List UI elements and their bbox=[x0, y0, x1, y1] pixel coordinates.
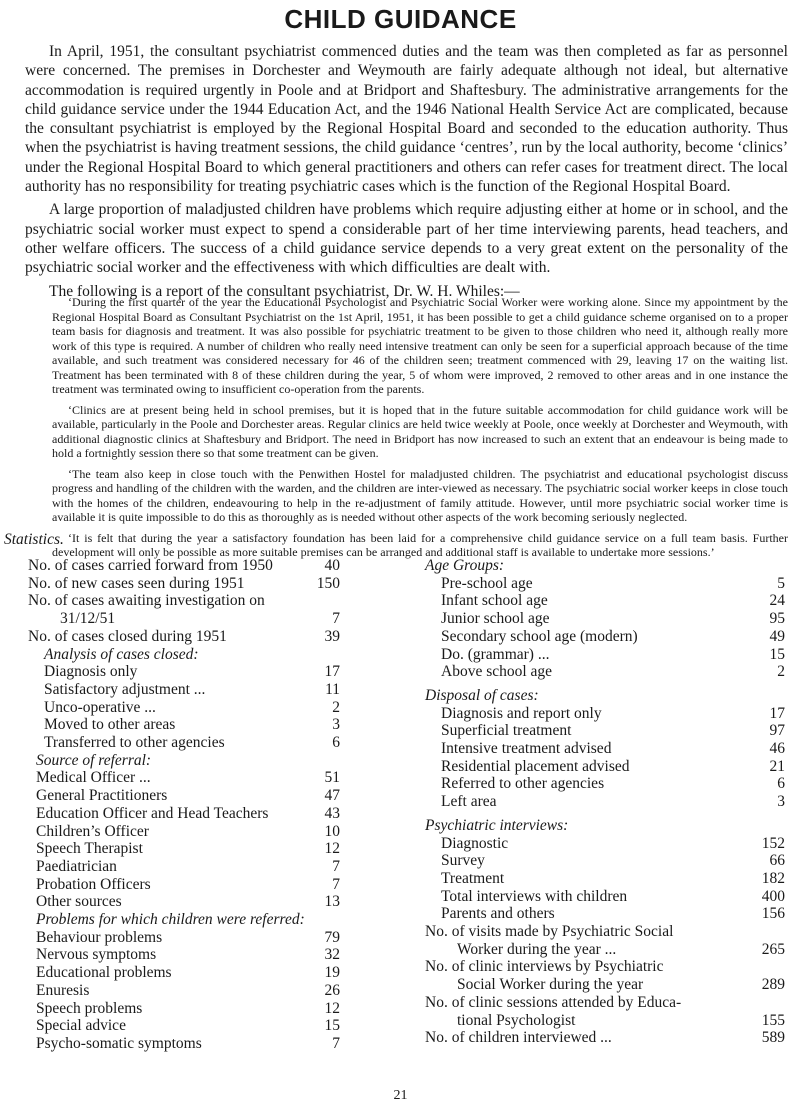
stat-value: 12 bbox=[324, 840, 340, 858]
stat-label: Total interviews with children bbox=[441, 887, 628, 905]
stat-row bbox=[28, 1000, 340, 1018]
report-paragraph: ‘Clinics are at present being held in school premises, but it is hoped that in the future suitable accommodation for child guidance work will be available, particularly in the Poole and Dorchester areas. Regular clinics are held twice weekly at Poole, once weekly at Dorchester and Weymouth, with additional diagnostic clinics at Shaftesbury and Bridport. The need in Bridport has now increased to such an extent that an endeavour is being made to hold a fortnightly session there so that some treatment can be given. bbox=[52, 402, 788, 460]
stat-value: 3 bbox=[332, 716, 340, 734]
stat-value: 10 bbox=[324, 822, 340, 840]
stat-label: Medical Officer ... bbox=[36, 769, 151, 787]
stat-row bbox=[425, 610, 785, 628]
stat-row bbox=[425, 1012, 785, 1030]
stat-value: 19 bbox=[324, 964, 340, 982]
stat-value: 7 bbox=[332, 610, 340, 628]
source-heading: Source of referral: bbox=[36, 751, 152, 769]
stat-label: Transferred to other agencies bbox=[44, 734, 225, 752]
stat-label: No. of cases carried forward from 1950 bbox=[28, 557, 273, 574]
stat-value: 97 bbox=[769, 722, 785, 740]
stat-label: Other sources bbox=[36, 893, 122, 911]
stat-value: 182 bbox=[761, 869, 785, 887]
stat-value: 24 bbox=[769, 592, 785, 610]
stat-label: Psycho-somatic symptoms bbox=[36, 1034, 202, 1052]
stat-label: Paediatrician bbox=[36, 857, 117, 875]
stat-row bbox=[28, 823, 340, 841]
stat-row bbox=[28, 840, 340, 858]
stat-label: Superficial treatment bbox=[441, 722, 572, 740]
stat-value: 289 bbox=[761, 976, 785, 994]
intro-section bbox=[25, 42, 788, 305]
stat-row bbox=[425, 1029, 785, 1047]
stat-row bbox=[425, 941, 785, 959]
stat-row bbox=[425, 758, 785, 776]
stat-row bbox=[425, 575, 785, 593]
stat-row bbox=[28, 787, 340, 805]
statistics-left-column bbox=[28, 557, 340, 1053]
stat-row bbox=[28, 716, 340, 734]
stat-label: Satisfactory adjustment ... bbox=[44, 680, 206, 698]
stat-value: 7 bbox=[332, 1034, 340, 1052]
stat-label: Education Officer and Head Teachers bbox=[36, 804, 269, 822]
stat-value: 17 bbox=[769, 704, 785, 722]
stat-label: Social Worker during the year bbox=[457, 976, 644, 994]
page-title: CHILD GUIDANCE bbox=[284, 4, 517, 34]
stat-label: Survey bbox=[441, 852, 485, 870]
report-paragraph: ‘It is felt that during the year a satisfactory foundation has been laid for a comprehensive child guidance service on a full team basis. Further development will only be possible as more suitable premises can be arranged and additional staff is available to undertake more sessions.’ bbox=[52, 530, 788, 559]
source-list bbox=[28, 769, 340, 911]
stat-row bbox=[28, 699, 340, 717]
stat-label: No. of new cases seen during 1951 bbox=[28, 574, 245, 592]
stat-row bbox=[425, 870, 785, 888]
stat-label: General Practitioners bbox=[36, 787, 168, 805]
stat-row bbox=[425, 646, 785, 664]
stat-value: 40 bbox=[324, 557, 340, 574]
stat-label: Diagnosis only bbox=[44, 663, 138, 681]
stat-label: No. of clinic interviews by Psychiatric bbox=[425, 958, 664, 976]
stat-value: 11 bbox=[325, 680, 340, 698]
stat-row bbox=[28, 628, 340, 646]
stat-value: 15 bbox=[769, 645, 785, 663]
stat-label: Above school age bbox=[441, 663, 553, 681]
age-heading: Age Groups: bbox=[425, 557, 505, 574]
stat-row bbox=[425, 888, 785, 906]
stat-value: 2 bbox=[777, 663, 785, 681]
stat-label: Diagnosis and report only bbox=[441, 704, 602, 722]
stat-label: Speech Therapist bbox=[36, 840, 143, 858]
stat-value: 21 bbox=[769, 757, 785, 775]
stat-row bbox=[425, 705, 785, 723]
disposal-heading: Disposal of cases: bbox=[425, 686, 539, 704]
stat-label: Special advice bbox=[36, 1017, 126, 1035]
intro-paragraph: In April, 1951, the consultant psychiatrist commenced duties and the team was then completed as far as personnel were concerned. The premises in Dorchester and Weymouth are fairly adequate although not ideal, but alternative accommodation is required urgently in Poole and at Bridport and Shaftesbury. The administrative arrangements for the child guidance service under the 1944 Education Act, and the 1946 National Health Service Act are complicated, because the consultant psychiatrist is employed by the Regional Hospital Board and seconded to the education authority. Thus when the psychiatrist is having treatment sessions, the child guidance ‘centres’, run by the local authority, become ‘clinics’ under the Regional Hospital Board to which general practitioners and others can refer cases for treatment direct. The local authority has no responsibility for treating psychiatric cases which is the function of the Regional Hospital Board. bbox=[25, 43, 788, 196]
stat-value: 152 bbox=[761, 834, 785, 852]
stat-label: Parents and others bbox=[441, 905, 555, 923]
stat-row bbox=[425, 923, 785, 941]
stat-label: No. of cases closed during 1951 bbox=[28, 627, 227, 645]
stat-label: Speech problems bbox=[36, 999, 143, 1017]
stat-row bbox=[425, 793, 785, 811]
stat-label: tional Psychologist bbox=[457, 1011, 576, 1029]
stat-value: 47 bbox=[324, 787, 340, 805]
stat-value: 51 bbox=[324, 769, 340, 787]
stat-row bbox=[425, 663, 785, 681]
stat-row bbox=[425, 740, 785, 758]
stat-value: 155 bbox=[761, 1011, 785, 1029]
stat-label: Moved to other areas bbox=[44, 716, 176, 734]
intro-paragraph: A large proportion of maladjusted children have problems which require adjusting either at home or in school, and the psychiatric social worker must expect to spend a considerable part of her time interviewing parents, head teachers, and other welfare officers. The success of a child guidance service depends to a very great extent on the personality of the psychiatric social worker and the effectiveness with which difficulties are dealt with. bbox=[25, 201, 788, 277]
stat-label: 31/12/51 bbox=[60, 610, 116, 628]
stat-value: 5 bbox=[777, 574, 785, 592]
stat-label: Diagnostic bbox=[441, 834, 509, 852]
stat-value: 26 bbox=[324, 981, 340, 999]
stat-row bbox=[28, 734, 340, 752]
stat-label: Educational problems bbox=[36, 964, 172, 982]
stat-label: Children’s Officer bbox=[36, 822, 149, 840]
report-paragraph: ‘The team also keep in close touch with the Penwithen Hostel for maladjusted children. The psychiatrist and educational psychologist discuss progress and handling of the children with the warden, and the children are inter-viewed as necessary. The psychiatric social worker keeps in close touch with the homes of the children, endeavouring to help in the re-adjustment of family attitude. However, until more psychiatric social worker time is available it is quite impossible to do this as thoroughly as is needed without other aspects of the work becoming seriously neglected. bbox=[52, 466, 788, 524]
stat-value: 2 bbox=[332, 698, 340, 716]
stat-value: 39 bbox=[324, 627, 340, 645]
stat-value: 150 bbox=[316, 574, 340, 592]
stat-row bbox=[425, 775, 785, 793]
stat-value: 6 bbox=[332, 734, 340, 752]
analysis-heading: Analysis of cases closed: bbox=[44, 645, 199, 663]
stat-value: 265 bbox=[761, 940, 785, 958]
report-paragraph: ‘During the first quarter of the year the Educational Psychologist and Psychiatric Social Worker were working alone. Since my appointment by the Regional Hospital Board as Consultant Psychiatrist on the 1st April, 1951, it has been possible to get a child guidance scheme organised on to a proper team basis for diagnosis and treatment. It was also possible for psychiatric treatment to be given to those children who need it, although really more work of this type is required. A number of children who really need intensive treatment can only be seen for a superficial approach because of the time available, and such treatment was considered necessary for 46 of the children seen; treatment commenced with 29, leaving 17 on the waiting list. Treatment has been terminated with 8 of these children during the year, 5 of whom were improved, 2 removed to other areas and in one instance the treatment was terminated owing to insufficient co-operation from the parents. bbox=[52, 295, 788, 396]
stat-label: Junior school age bbox=[441, 610, 550, 628]
stat-label: No. of cases awaiting investigation on bbox=[28, 592, 265, 610]
stat-row bbox=[425, 835, 785, 853]
problems-heading: Problems for which children were referred: bbox=[36, 911, 305, 929]
statistics-right-column bbox=[425, 557, 785, 1047]
stat-value: 156 bbox=[761, 905, 785, 923]
stat-label: Worker during the year ... bbox=[457, 940, 617, 958]
stat-row bbox=[425, 592, 785, 610]
stat-row bbox=[28, 982, 340, 1000]
stat-label: Enuresis bbox=[36, 981, 90, 999]
stat-row bbox=[28, 964, 340, 982]
stat-value: 79 bbox=[324, 928, 340, 946]
stat-row bbox=[425, 852, 785, 870]
intro-paragraph: The following is a report of the consultant psychiatrist, Dr. W. H. Whiles:— bbox=[49, 282, 520, 300]
stat-row bbox=[425, 722, 785, 740]
stat-label: Nervous symptoms bbox=[36, 946, 157, 964]
stat-value: 46 bbox=[769, 740, 785, 758]
page-number: 21 bbox=[393, 1088, 408, 1103]
analysis-list bbox=[28, 663, 340, 752]
stat-value: 49 bbox=[769, 627, 785, 645]
interviews-list bbox=[425, 835, 785, 924]
stat-label: Residential placement advised bbox=[441, 757, 630, 775]
stat-row bbox=[28, 876, 340, 894]
stat-label: No. of visits made by Psychiatric Social bbox=[425, 923, 674, 941]
age-list bbox=[425, 575, 785, 681]
stat-value: 66 bbox=[769, 852, 785, 870]
stat-row bbox=[28, 929, 340, 947]
stat-row bbox=[28, 610, 340, 628]
stat-value: 7 bbox=[332, 857, 340, 875]
stat-row bbox=[28, 858, 340, 876]
stat-value: 400 bbox=[761, 887, 785, 905]
stat-row bbox=[28, 805, 340, 823]
stat-row bbox=[425, 628, 785, 646]
stat-value: 32 bbox=[324, 946, 340, 964]
stat-row bbox=[28, 1017, 340, 1035]
statistics-heading: Statistics. bbox=[4, 531, 64, 548]
stat-label: Left area bbox=[441, 793, 497, 811]
stat-value: 13 bbox=[324, 893, 340, 911]
stat-value: 7 bbox=[332, 875, 340, 893]
stat-value: 6 bbox=[777, 775, 785, 793]
stat-value: 17 bbox=[324, 663, 340, 681]
stat-label: Behaviour problems bbox=[36, 928, 163, 946]
stat-label: Pre-school age bbox=[441, 574, 533, 592]
disposal-list bbox=[425, 705, 785, 811]
stat-value: 12 bbox=[324, 999, 340, 1017]
stat-row bbox=[28, 557, 340, 575]
stat-label: Intensive treatment advised bbox=[441, 740, 612, 758]
psychiatrist-report bbox=[52, 295, 788, 566]
stat-row bbox=[28, 663, 340, 681]
stat-value: 15 bbox=[324, 1017, 340, 1035]
stat-label: Do. (grammar) ... bbox=[441, 645, 550, 663]
stat-label: No. of clinic sessions attended by Educa- bbox=[425, 993, 682, 1011]
stat-label: Treatment bbox=[441, 869, 505, 887]
stat-label: Secondary school age (modern) bbox=[441, 627, 638, 645]
stat-label: Unco-operative ... bbox=[44, 698, 156, 716]
stat-row bbox=[28, 592, 340, 610]
stat-value: 95 bbox=[769, 610, 785, 628]
stat-label: Probation Officers bbox=[36, 875, 151, 893]
stat-label: Referred to other agencies bbox=[441, 775, 605, 793]
problems-list bbox=[28, 929, 340, 1053]
stat-value: 43 bbox=[324, 804, 340, 822]
stat-label: No. of children interviewed ... bbox=[425, 1029, 612, 1047]
stat-row bbox=[28, 681, 340, 699]
stat-row bbox=[28, 946, 340, 964]
stat-row bbox=[425, 958, 785, 976]
stat-label: Infant school age bbox=[441, 592, 548, 610]
stat-row bbox=[28, 1035, 340, 1053]
stat-row bbox=[28, 893, 340, 911]
stat-row bbox=[425, 976, 785, 994]
stat-row bbox=[28, 575, 340, 593]
stat-row bbox=[425, 994, 785, 1012]
stat-row bbox=[425, 905, 785, 923]
stat-row bbox=[28, 769, 340, 787]
stat-value: 3 bbox=[777, 793, 785, 811]
stat-value: 589 bbox=[761, 1029, 785, 1047]
interviews-heading: Psychiatric interviews: bbox=[425, 816, 569, 834]
